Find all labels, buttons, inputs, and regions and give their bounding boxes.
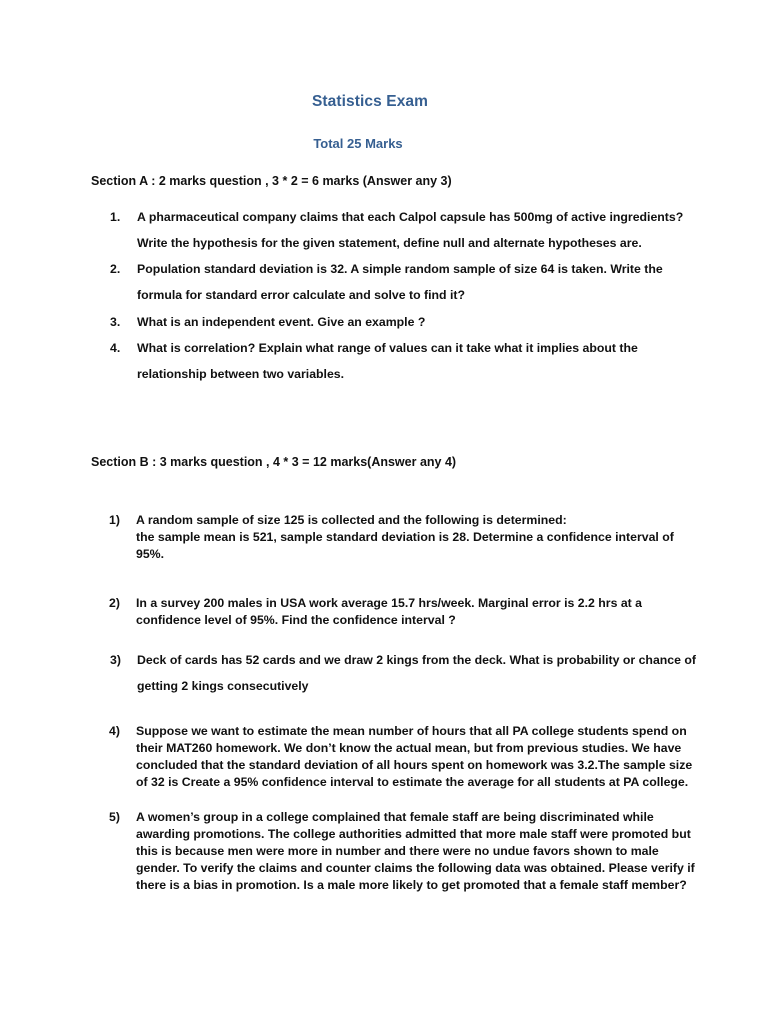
question-line: their MAT260 homework. We don’t know the actual mean, but from previous studies. We have bbox=[136, 741, 682, 755]
section-b-question-2 bbox=[109, 595, 643, 629]
question-line: relationship between two variables. bbox=[137, 367, 345, 381]
question-line: gender. To verify the claims and counter claims the following data was obtained. Please verify if bbox=[136, 861, 695, 875]
question-number: 3. bbox=[110, 315, 121, 329]
question-line: getting 2 kings consecutively bbox=[137, 679, 309, 693]
section-a-question-2 bbox=[110, 256, 663, 308]
page-title: Statistics Exam bbox=[311, 93, 429, 110]
section-a-question-3 bbox=[110, 309, 426, 335]
section-a-heading: Section A : 2 marks question , 3 * 2 = 6 marks (Answer any 3) bbox=[91, 174, 452, 188]
question-line: the sample mean is 521, sample standard deviation is 28. Determine a confidence interval of bbox=[136, 530, 674, 544]
question-line: of 32 is Create a 95% confidence interval to estimate the average for all students at PA college. bbox=[136, 775, 689, 789]
section-a-question-1 bbox=[110, 204, 684, 256]
question-line: confidence level of 95%. Find the confidence interval ? bbox=[136, 613, 456, 627]
question-line: What is an independent event. Give an example ? bbox=[137, 315, 426, 329]
question-number: 1) bbox=[109, 513, 120, 527]
question-line: Suppose we want to estimate the mean number of hours that all PA college students spend on bbox=[136, 724, 687, 738]
question-line: awarding promotions. The college authorities admitted that more male staff were promoted but bbox=[136, 827, 691, 841]
question-line: formula for standard error calculate and solve to find it? bbox=[137, 288, 465, 302]
question-line: A women’s group in a college complained that female staff are being discriminated while bbox=[136, 810, 654, 824]
question-line: Deck of cards has 52 cards and we draw 2 kings from the deck. What is probability or chance of bbox=[137, 653, 696, 667]
question-number: 3) bbox=[110, 653, 121, 667]
question-line: 95%. bbox=[136, 547, 165, 561]
section-a-question-4 bbox=[110, 335, 638, 387]
question-line: In a survey 200 males in USA work average 15.7 hrs/week. Marginal error is 2.2 hrs at a bbox=[136, 596, 643, 610]
question-line: this is because men were more in number and there were no undue favors shown to male bbox=[136, 844, 659, 858]
section-b-question-4 bbox=[109, 723, 693, 791]
question-line: there is a bias in promotion. Is a male more likely to get promoted that a female staff member? bbox=[136, 878, 687, 892]
question-line: Population standard deviation is 32. A simple random sample of size 64 is taken. Write the bbox=[137, 262, 663, 276]
question-number: 2) bbox=[109, 596, 120, 610]
question-number: 2. bbox=[110, 262, 121, 276]
question-line: A random sample of size 125 is collected and the following is determined: bbox=[136, 513, 567, 527]
question-number: 5) bbox=[109, 810, 120, 824]
section-b-question-1 bbox=[109, 512, 674, 563]
question-line: Write the hypothesis for the given statement, define null and alternate hypotheses are. bbox=[137, 236, 642, 250]
question-number: 4. bbox=[110, 341, 121, 355]
question-line: concluded that the standard deviation of all hours spent on homework was 3.2.The sample size bbox=[136, 758, 693, 772]
total-marks-subtitle: Total 25 Marks bbox=[313, 136, 403, 151]
section-b-question-5 bbox=[109, 809, 695, 894]
section-b-question-3 bbox=[110, 647, 696, 699]
section-b-heading: Section B : 3 marks question , 4 * 3 = 12 marks(Answer any 4) bbox=[91, 455, 457, 469]
question-line: What is correlation? Explain what range of values can it take what it implies about the bbox=[137, 341, 638, 355]
question-number: 4) bbox=[109, 724, 120, 738]
question-number: 1. bbox=[110, 210, 121, 224]
question-line: A pharmaceutical company claims that each Calpol capsule has 500mg of active ingredients? bbox=[137, 210, 684, 224]
